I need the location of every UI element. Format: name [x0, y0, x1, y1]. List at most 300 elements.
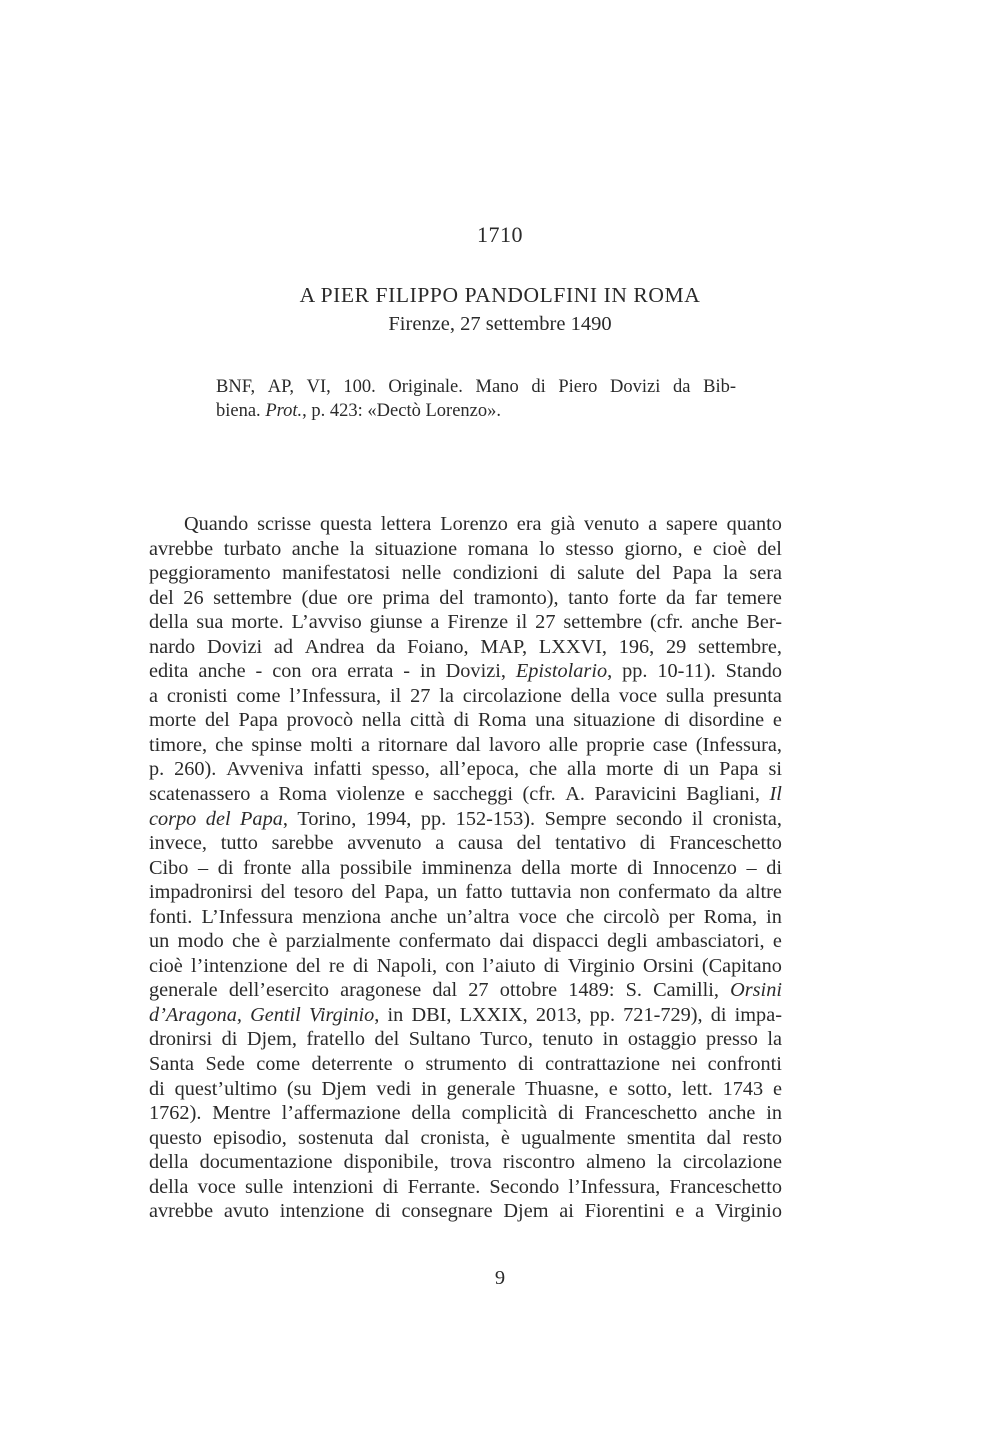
- italic-text: del: [205, 807, 231, 830]
- word: [362, 708, 401, 733]
- text-line: [149, 659, 782, 684]
- word: [399, 929, 491, 954]
- word: [585, 1199, 665, 1224]
- text-run: edita: [149, 660, 189, 683]
- word: [568, 586, 609, 611]
- word: [286, 929, 391, 954]
- text-run: e: [772, 709, 782, 732]
- word: [149, 635, 195, 660]
- word: [503, 1199, 548, 1224]
- italic-text: Gentil: [250, 1003, 301, 1026]
- word: [410, 684, 430, 709]
- text-run: anche: [708, 1102, 756, 1125]
- word: [511, 880, 572, 905]
- text-run: all’epoca,: [439, 758, 520, 781]
- word: [536, 1003, 582, 1028]
- word: [224, 1199, 269, 1224]
- text-run: fronte: [243, 856, 292, 879]
- text-run: –: [198, 856, 209, 879]
- text-line: [149, 537, 782, 562]
- word: [149, 1052, 194, 1077]
- word: [500, 978, 557, 1003]
- text-run: Napoli,: [376, 954, 438, 977]
- text-run: lavoro: [488, 733, 541, 756]
- word: [616, 807, 682, 832]
- text-run: pp.: [589, 1003, 616, 1026]
- text-run: avvenuto: [347, 832, 422, 855]
- word: [149, 954, 183, 979]
- word: [278, 782, 326, 807]
- text-run: di: [149, 1077, 165, 1100]
- text-run: temere: [726, 586, 782, 609]
- text-line: [149, 807, 782, 832]
- word: [184, 512, 248, 537]
- text-run: dronirsi: [149, 1028, 213, 1051]
- text-run: far: [694, 586, 718, 609]
- text-line: [149, 757, 782, 782]
- text-run: la: [439, 684, 454, 707]
- text-run: lettera: [380, 513, 432, 535]
- word: [265, 401, 311, 421]
- text-run: della: [570, 684, 611, 707]
- word: [381, 512, 432, 537]
- word: [390, 684, 401, 709]
- text-run: di: [531, 377, 546, 397]
- text-run: ai: [559, 1200, 574, 1223]
- text-run: del: [295, 954, 321, 977]
- word: [407, 635, 468, 660]
- word: [675, 1199, 684, 1224]
- text-run: Santa: [149, 1053, 195, 1076]
- word: [282, 561, 390, 586]
- word: [465, 880, 502, 905]
- word: [636, 561, 661, 586]
- word: [558, 1101, 574, 1126]
- word: [420, 659, 436, 684]
- text-run: p.: [311, 401, 326, 421]
- word: [580, 880, 610, 905]
- text-run: dal: [456, 733, 481, 756]
- text-run: Cibo: [149, 856, 189, 879]
- text-run: fatto: [465, 881, 503, 904]
- text-run: è: [268, 930, 278, 953]
- word: [415, 782, 424, 807]
- text-run: 152-153).: [455, 807, 536, 830]
- text-run: intenzione: [279, 1200, 365, 1223]
- text-run: da: [718, 881, 738, 904]
- text-run: 27: [468, 979, 489, 1002]
- word: [403, 659, 410, 684]
- word: [532, 929, 598, 954]
- text-run: Sede: [205, 1053, 245, 1076]
- word: [296, 954, 321, 979]
- text-run: ambasciatori,: [655, 930, 765, 953]
- word: [149, 1199, 213, 1224]
- word: [240, 807, 288, 832]
- word: [251, 733, 302, 758]
- text-run: del: [757, 537, 782, 560]
- word: [411, 1101, 450, 1126]
- text-run: Ferrante.: [407, 1175, 481, 1198]
- word: [746, 880, 782, 905]
- text-run: e: [772, 930, 782, 953]
- word: [571, 684, 610, 709]
- text-run: o: [404, 1053, 415, 1076]
- text-run: della: [149, 611, 189, 634]
- word: [550, 512, 575, 537]
- word: [501, 1126, 510, 1151]
- text-run: una: [535, 709, 565, 732]
- text-run: con: [272, 660, 302, 683]
- word: [656, 929, 765, 954]
- text-line: [149, 1003, 782, 1028]
- text-run: in: [419, 660, 436, 683]
- text-run: disordine: [688, 709, 765, 732]
- word: [243, 856, 291, 881]
- text-run: BNF,: [216, 377, 256, 397]
- text-run: Secondo: [489, 1175, 560, 1198]
- text-run: cronisti: [166, 684, 228, 707]
- word: [489, 733, 541, 758]
- word: [727, 586, 782, 611]
- text-run: alla: [301, 856, 331, 879]
- word: [625, 537, 683, 562]
- word: [274, 635, 293, 660]
- word: [626, 978, 642, 1003]
- word: [298, 1126, 373, 1151]
- text-run: Quando: [184, 513, 249, 535]
- word: [149, 1126, 202, 1151]
- text-line: [216, 375, 736, 399]
- word: [343, 375, 375, 399]
- text-run: a: [695, 1200, 705, 1223]
- word: [149, 905, 192, 930]
- italic-text: Virginio: [308, 1003, 375, 1026]
- text-run: l’Infessura,: [568, 1175, 661, 1198]
- word: [301, 586, 337, 611]
- word: [666, 512, 718, 537]
- word: [747, 856, 757, 881]
- text-line: [149, 586, 782, 611]
- word: [692, 807, 703, 832]
- text-run: DBI,: [411, 1003, 452, 1026]
- word: [521, 1126, 616, 1151]
- text-line: [149, 684, 782, 709]
- word: [689, 757, 709, 782]
- word: [256, 659, 263, 684]
- text-run: Franceschetto: [669, 832, 782, 855]
- text-run: strumento: [425, 1053, 507, 1076]
- word: [149, 1150, 188, 1175]
- word: [503, 1150, 575, 1175]
- text-run: manifestatosi: [282, 562, 391, 585]
- text-run: da: [376, 635, 396, 658]
- word: [545, 1052, 660, 1077]
- text-run: Papa: [238, 709, 278, 732]
- text-run: anche: [691, 611, 739, 634]
- word: [773, 708, 782, 733]
- word: [366, 807, 412, 832]
- text-run: 423:: [329, 401, 363, 421]
- text-run: spesso,: [371, 758, 430, 781]
- word: [723, 561, 738, 586]
- word: [198, 856, 208, 881]
- word: [292, 1175, 373, 1200]
- word: [653, 978, 719, 1003]
- word: [174, 757, 216, 782]
- text-run: menziona: [302, 905, 381, 928]
- text-run: nelle: [401, 562, 442, 585]
- word: [384, 880, 429, 905]
- word: [301, 856, 330, 881]
- source-note: [216, 375, 736, 423]
- text-run: Djem,: [246, 1028, 297, 1051]
- text-run: -: [255, 660, 263, 683]
- word: [433, 782, 513, 807]
- word: [628, 1027, 697, 1052]
- word: [757, 537, 782, 562]
- text-run: e: [675, 1200, 685, 1223]
- word: [183, 586, 203, 611]
- word: [723, 1077, 764, 1102]
- italic-text: corpo: [149, 807, 197, 830]
- word: [577, 561, 624, 586]
- text-run: infatti: [313, 758, 362, 781]
- word: [287, 1077, 312, 1102]
- text-run: Franceschetto: [584, 1102, 698, 1125]
- text-run: peggioramento: [149, 562, 271, 585]
- word: [669, 905, 695, 930]
- word: [272, 831, 334, 856]
- text-line: [149, 1052, 782, 1077]
- text-run: morte.: [231, 611, 284, 634]
- text-run: settembre,: [698, 635, 782, 658]
- word: [671, 1052, 696, 1077]
- word: [257, 512, 311, 537]
- word: [216, 375, 255, 399]
- text-run: 196,: [618, 635, 655, 658]
- word: [282, 1101, 401, 1126]
- text-run: del: [260, 881, 286, 904]
- text-run: della: [149, 1175, 189, 1198]
- word: [726, 659, 782, 684]
- word: [201, 905, 293, 930]
- text-run: degli: [607, 930, 648, 953]
- text-run: scrisse: [257, 513, 312, 535]
- text-run: 29: [666, 635, 687, 658]
- text-run: città: [409, 709, 445, 732]
- word: [708, 1101, 755, 1126]
- word: [247, 1027, 297, 1052]
- text-run: in: [602, 1028, 619, 1051]
- word: [447, 610, 508, 635]
- word: [474, 586, 559, 611]
- text-run: -: [403, 660, 411, 683]
- text-run: provocò: [286, 709, 354, 732]
- text-run: settembre: [563, 611, 643, 634]
- word: [666, 684, 704, 709]
- text-run: Mano: [475, 377, 519, 397]
- text-run: il: [516, 611, 528, 634]
- text-run: a: [648, 513, 658, 535]
- word: [619, 635, 655, 660]
- word: [698, 635, 782, 660]
- word: [550, 561, 566, 586]
- text-run: della: [149, 1151, 189, 1174]
- word: [696, 733, 782, 758]
- text-run: L’avviso: [291, 611, 362, 634]
- word: [310, 733, 353, 758]
- word: [606, 757, 653, 782]
- word: [377, 954, 437, 979]
- text-run: a: [361, 733, 371, 756]
- word: [390, 905, 437, 930]
- word: [450, 1150, 492, 1175]
- word: [468, 537, 529, 562]
- word: [229, 978, 329, 1003]
- text-run: pp.: [622, 660, 648, 683]
- word: [746, 610, 782, 635]
- text-run: Papa,: [384, 881, 429, 904]
- text-run: e: [772, 1077, 782, 1100]
- text-run: anche: [198, 660, 246, 683]
- word: [618, 586, 656, 611]
- text-run: ostaggio: [627, 1028, 697, 1051]
- text-run: Virginio: [714, 1200, 782, 1223]
- text-run: forte: [618, 586, 657, 609]
- text-run: ,: [282, 807, 288, 830]
- text-run: l’intenzione: [190, 954, 288, 977]
- word: [480, 635, 527, 660]
- text-run: avrebbe: [149, 537, 214, 560]
- text-run: a: [430, 611, 440, 634]
- text-run: (Capitano: [701, 954, 782, 977]
- text-run: dal: [432, 979, 458, 1002]
- text-run: smentita: [626, 1126, 696, 1149]
- text-run: Ber-: [746, 611, 782, 634]
- word: [643, 954, 694, 979]
- text-run: della: [411, 1102, 451, 1125]
- text-run: ugualmente: [521, 1126, 616, 1149]
- word: [320, 512, 372, 537]
- text-run: di: [766, 856, 782, 879]
- text-run: sulle: [245, 1175, 284, 1198]
- word: [730, 978, 782, 1003]
- word: [603, 1027, 619, 1052]
- text-run: in: [421, 1077, 437, 1100]
- word: [361, 733, 370, 758]
- word: [566, 905, 594, 930]
- text-line: [149, 1126, 782, 1151]
- text-run: dell’esercito: [228, 979, 330, 1002]
- text-run: molti: [310, 733, 353, 756]
- text-run: Stando: [725, 660, 782, 683]
- text-run: già: [550, 513, 576, 535]
- word: [711, 1003, 727, 1028]
- word: [149, 1077, 165, 1102]
- word: [309, 1003, 379, 1028]
- text-run: il: [691, 807, 704, 830]
- word: [669, 831, 782, 856]
- word: [568, 1175, 660, 1200]
- text-run: 2013,: [535, 1003, 582, 1026]
- word: [291, 610, 361, 635]
- text-run: del: [205, 709, 230, 732]
- word: [340, 978, 421, 1003]
- word: [743, 1126, 782, 1151]
- word: [305, 635, 365, 660]
- letter-title: A PIER FILIPPO PANDOLFINI IN ROMA: [299, 283, 701, 307]
- word: [703, 375, 736, 399]
- text-run: presunta: [713, 684, 782, 707]
- text-run: salute: [577, 562, 625, 585]
- word: [542, 1027, 593, 1052]
- text-line: [149, 635, 782, 660]
- word: [525, 1077, 599, 1102]
- word: [558, 375, 597, 399]
- word: [383, 1175, 399, 1200]
- text-run: Roma,: [703, 905, 758, 928]
- word: [226, 757, 303, 782]
- word: [531, 375, 545, 399]
- text-run: Bagliani,: [686, 783, 760, 806]
- word: [402, 561, 441, 586]
- text-run: quanto: [726, 513, 782, 535]
- word: [351, 880, 376, 905]
- word: [149, 537, 213, 562]
- word: [454, 708, 470, 733]
- word: [584, 512, 639, 537]
- word: [347, 831, 421, 856]
- letter-place-date: Firenze, 27 settembre 1490: [388, 313, 612, 335]
- word: [218, 856, 234, 881]
- word: [529, 757, 557, 782]
- text-run: il: [389, 684, 402, 707]
- word: [590, 1003, 615, 1028]
- text-run: violenze: [336, 783, 406, 806]
- word: [567, 757, 596, 782]
- word: [628, 1077, 673, 1102]
- word: [375, 1199, 391, 1224]
- text-run: (su: [286, 1077, 312, 1100]
- text-run: cronista,: [420, 1126, 490, 1149]
- text-run: generale: [446, 1077, 516, 1100]
- text-run: alle: [548, 733, 579, 756]
- text-run: dispacci: [532, 930, 599, 953]
- text-run: Papa: [719, 758, 759, 781]
- word: [313, 757, 361, 782]
- text-run: generale: [149, 979, 218, 1002]
- text-line: [149, 708, 782, 733]
- text-line: [149, 733, 782, 758]
- text-run: MAP,: [480, 635, 528, 658]
- text-run: causa: [457, 832, 503, 855]
- text-run: 1743: [722, 1077, 764, 1100]
- word: [370, 610, 423, 635]
- text-run: l’Infessura,: [289, 684, 382, 707]
- text-run: di: [382, 1175, 399, 1198]
- word: [268, 929, 277, 954]
- word: [708, 1052, 782, 1077]
- text-run: tutto: [220, 832, 258, 855]
- word: [594, 782, 676, 807]
- text-run: lo: [539, 537, 555, 560]
- word: [669, 1175, 782, 1200]
- text-run: di: [663, 758, 680, 781]
- text-run: l’affermazione: [281, 1102, 401, 1125]
- text-run: biena.: [216, 401, 261, 421]
- italic-text: Il: [769, 783, 782, 806]
